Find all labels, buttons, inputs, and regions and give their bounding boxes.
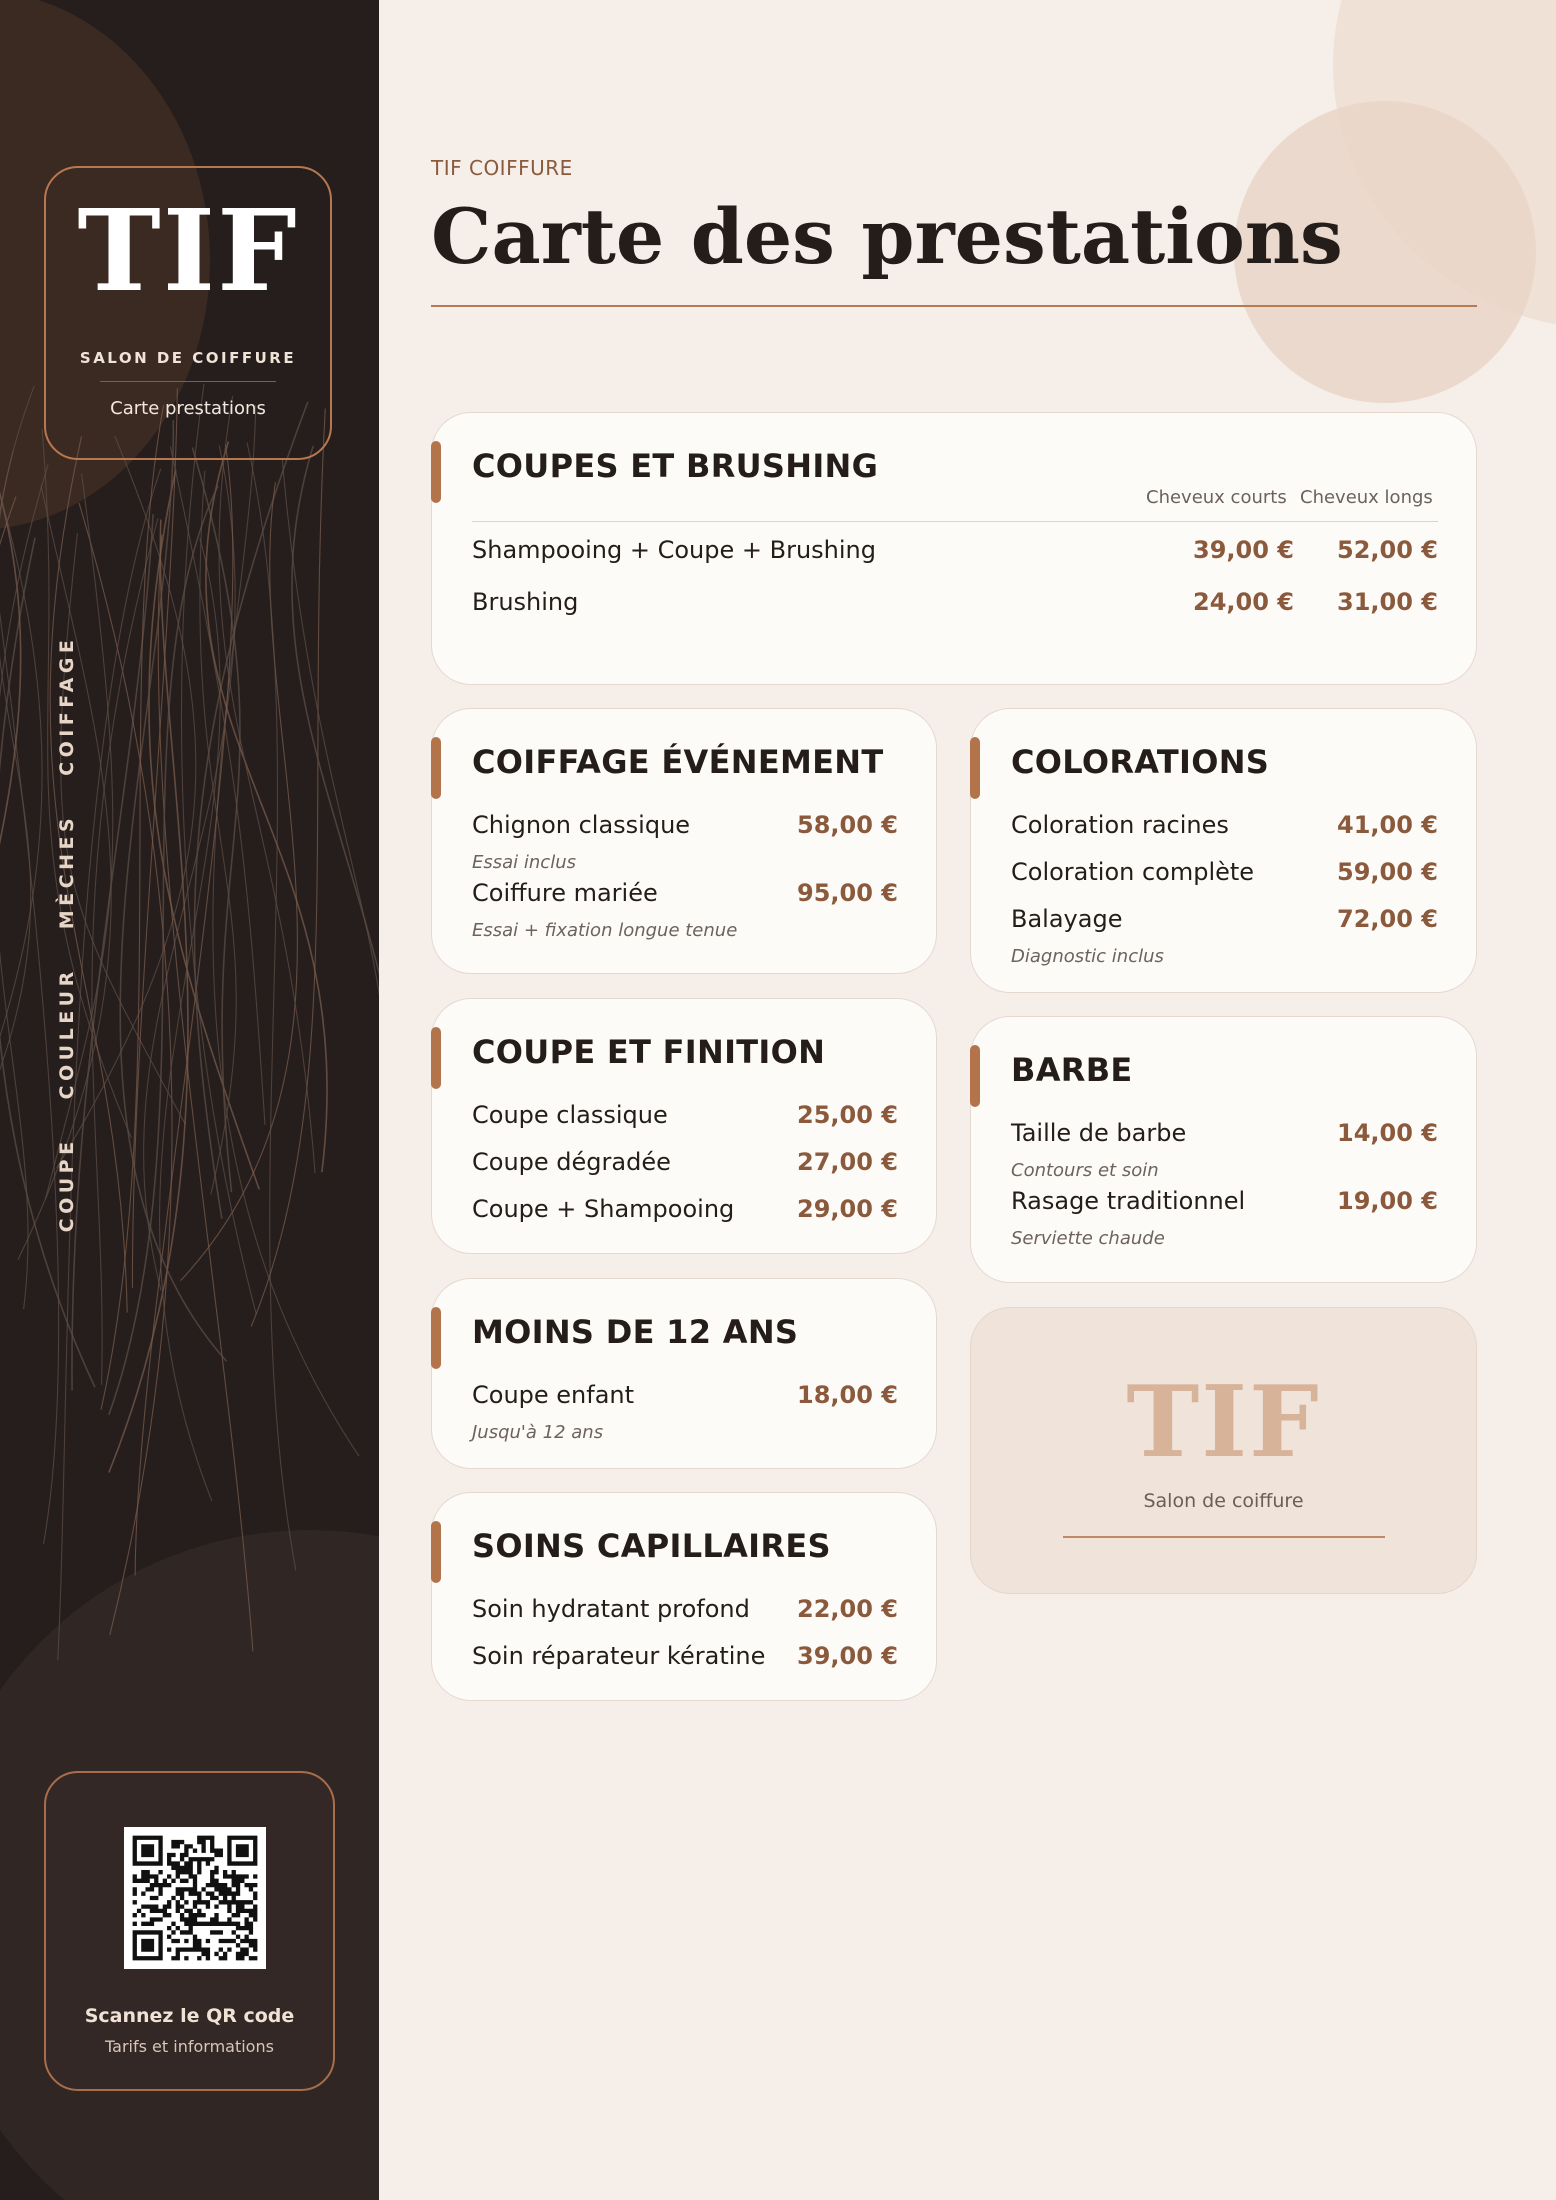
- vertical-service-words: [56, 636, 78, 1233]
- service-note: Jusqu'à 12 ans: [472, 1422, 604, 1443]
- hair-strand: [181, 384, 256, 1314]
- section-colorations: [970, 708, 1477, 993]
- service-price: 29,00 €: [797, 1195, 898, 1223]
- hair-strand: [194, 402, 307, 1219]
- hair-strand: [247, 443, 296, 1571]
- service-note: Diagnostic inclus: [1011, 946, 1164, 967]
- logo-mark: TIF: [1126, 1365, 1321, 1480]
- page-title: Carte des prestations: [431, 192, 1343, 281]
- service-name: Coiffure mariée: [472, 879, 658, 907]
- section-moins-12-ans: [431, 1278, 937, 1469]
- service-name: Shampooing + Coupe + Brushing: [472, 536, 877, 564]
- price-long: 31,00 €: [1337, 588, 1438, 616]
- header-divider: [472, 521, 1438, 522]
- section-accent-bar: [970, 737, 980, 799]
- logo-subtitle: SALON DE COIFFURE: [79, 349, 297, 367]
- section-accent-bar: [431, 441, 441, 503]
- hair-strand: [120, 420, 226, 1361]
- service-name: Coupe + Shampooing: [472, 1195, 735, 1223]
- service-name: Chignon classique: [472, 811, 691, 839]
- service-price: 14,00 €: [1337, 1119, 1438, 1147]
- hair-strand: [292, 446, 379, 1172]
- section-title: COIFFAGE ÉVÉNEMENT: [472, 743, 884, 781]
- hair-strand: [132, 388, 177, 1287]
- hair-strand: [72, 514, 153, 1390]
- service-price: 25,00 €: [797, 1101, 898, 1129]
- qr-code[interactable]: [124, 1827, 266, 1969]
- service-price: 27,00 €: [797, 1148, 898, 1176]
- vertical-word: COIFFAGE: [56, 635, 78, 776]
- service-note: Essai + fixation longue tenue: [472, 920, 738, 941]
- column-header-long: Cheveux longs: [1300, 487, 1433, 508]
- section-accent-bar: [970, 1045, 980, 1107]
- qr-panel: [44, 1771, 335, 2091]
- section-soins-capillaires: [431, 1492, 937, 1701]
- service-name: Coupe classique: [472, 1101, 668, 1129]
- hair-strand: [0, 386, 34, 1169]
- section-coupes-brushing: [431, 412, 1477, 685]
- section-title: COUPE ET FINITION: [472, 1033, 826, 1071]
- service-price: 95,00 €: [797, 879, 898, 907]
- logo-mark: TIF: [77, 186, 299, 317]
- salon-logo-card: [970, 1307, 1477, 1594]
- service-price: 22,00 €: [797, 1595, 898, 1623]
- service-name: Rasage traditionnel: [1011, 1187, 1246, 1215]
- logo-divider: [1063, 1536, 1385, 1538]
- section-title: MOINS DE 12 ANS: [472, 1313, 799, 1351]
- qr-subtitle: Tarifs et informations: [105, 2037, 274, 2056]
- section-barbe: [970, 1016, 1477, 1283]
- sidebar: [0, 0, 379, 2200]
- hair-strand: [0, 405, 59, 1545]
- section-accent-bar: [431, 1027, 441, 1089]
- section-coupe-finition: [431, 998, 937, 1254]
- service-note: Essai inclus: [472, 852, 576, 873]
- title-divider: [431, 305, 1477, 307]
- logo-caption: Carte prestations: [110, 398, 266, 419]
- service-price: 41,00 €: [1337, 811, 1438, 839]
- section-title: BARBE: [1011, 1051, 1133, 1089]
- service-name: Coloration racines: [1011, 811, 1229, 839]
- brand-name: TIF COIFFURE: [431, 156, 573, 180]
- hair-strand: [282, 459, 379, 1258]
- service-name: Coloration complète: [1011, 858, 1255, 886]
- service-name: Coupe dégradée: [472, 1148, 671, 1176]
- vertical-word: COULEUR: [56, 967, 78, 1100]
- column-header-short: Cheveux courts: [1146, 487, 1287, 508]
- service-price: 59,00 €: [1337, 858, 1438, 886]
- hair-strand: [213, 405, 359, 1456]
- service-note: Serviette chaude: [1011, 1228, 1165, 1249]
- service-price: 18,00 €: [797, 1381, 898, 1409]
- salon-logo: [44, 166, 332, 460]
- section-title: COLORATIONS: [1011, 743, 1270, 781]
- price-short: 39,00 €: [1193, 536, 1294, 564]
- service-price: 58,00 €: [797, 811, 898, 839]
- hair-strand: [135, 444, 233, 1575]
- section-accent-bar: [431, 1307, 441, 1369]
- service-price: 39,00 €: [797, 1642, 898, 1670]
- section-accent-bar: [431, 1521, 441, 1583]
- service-name: Brushing: [472, 588, 579, 616]
- section-title: SOINS CAPILLAIRES: [472, 1527, 831, 1565]
- hair-strand: [0, 451, 13, 1693]
- hair-strand: [251, 409, 325, 1327]
- service-name: Taille de barbe: [1011, 1119, 1187, 1147]
- service-name: Soin hydratant profond: [472, 1595, 750, 1623]
- vertical-word: MÈCHES: [56, 813, 78, 930]
- qr-title: Scannez le QR code: [84, 2005, 295, 2027]
- logo-subtitle: Salon de coiffure: [1143, 1490, 1304, 1512]
- section-coiffage-evenement: [431, 708, 937, 974]
- vertical-word: COUPE: [56, 1137, 78, 1233]
- section-title: COUPES ET BRUSHING: [472, 447, 879, 485]
- service-price: 19,00 €: [1337, 1187, 1438, 1215]
- logo-divider: [100, 381, 276, 382]
- service-note: Contours et soin: [1011, 1160, 1159, 1181]
- price-long: 52,00 €: [1337, 536, 1438, 564]
- section-accent-bar: [431, 737, 441, 799]
- service-name: Balayage: [1011, 905, 1123, 933]
- service-price: 72,00 €: [1337, 905, 1438, 933]
- price-short: 24,00 €: [1193, 588, 1294, 616]
- service-name: Soin réparateur kératine: [472, 1642, 766, 1670]
- service-name: Coupe enfant: [472, 1381, 635, 1409]
